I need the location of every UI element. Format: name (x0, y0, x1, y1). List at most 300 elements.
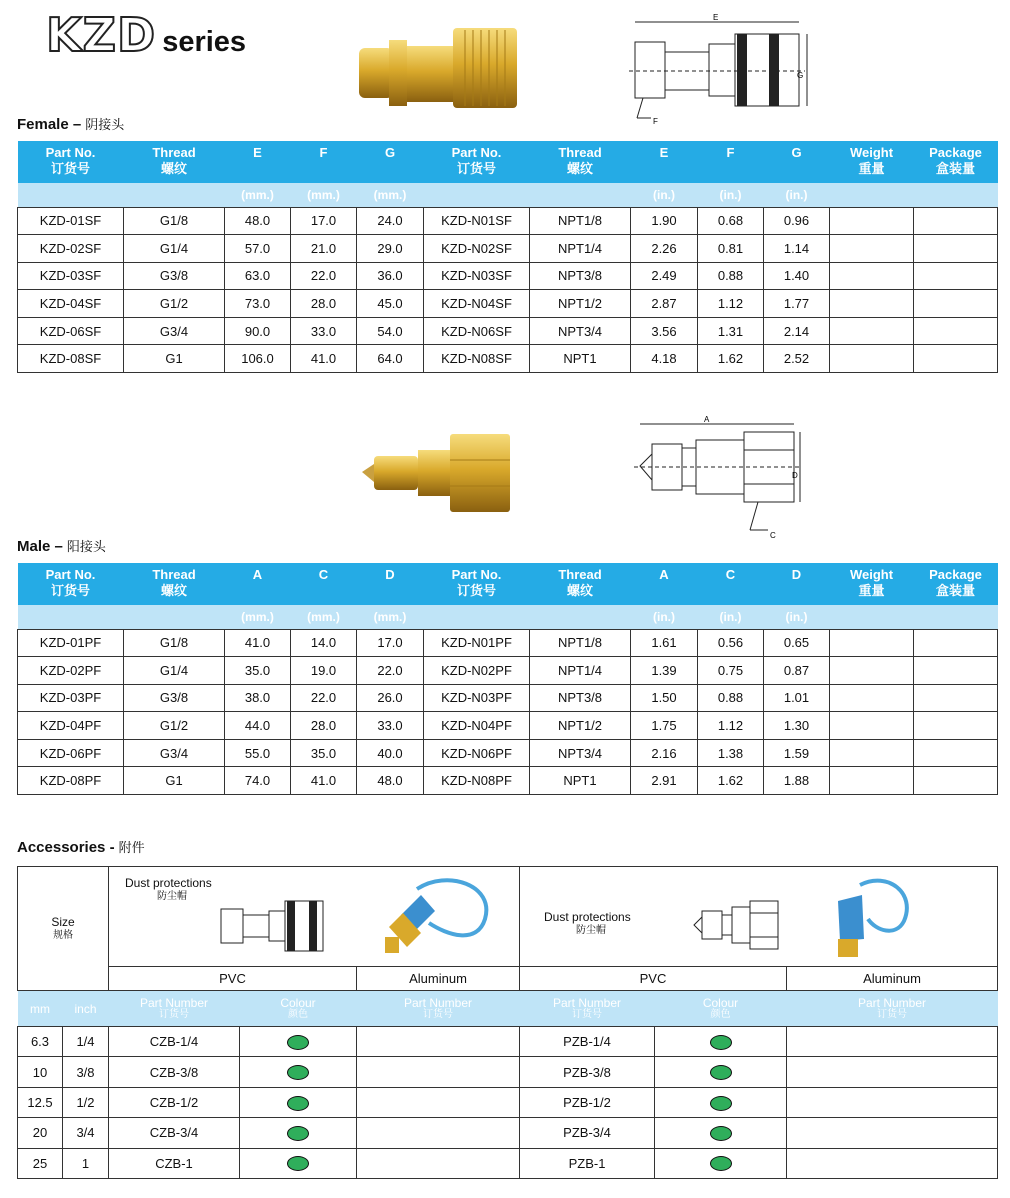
table-cell (357, 1087, 520, 1117)
table-cell: 3/4 (63, 1118, 109, 1148)
table-cell: 1.40 (764, 262, 830, 290)
table-cell: 17.0 (291, 207, 357, 235)
column-header: Part No. 订货号 (18, 141, 124, 183)
table-cell (357, 1148, 520, 1178)
material-pvc-left: PVC (109, 967, 357, 991)
accessories-table (17, 866, 998, 1179)
accessory-column-header: inch (63, 991, 109, 1027)
left-dust-cap-header: Dust protections 防尘帽 (109, 867, 520, 967)
table-cell: 22.0 (291, 262, 357, 290)
unit-label: (mm.) (357, 605, 424, 629)
table-cell: NPT1/2 (530, 290, 631, 318)
table-cell: KZD-04PF (18, 712, 124, 740)
table-cell: 0.65 (764, 629, 830, 657)
green-colour-swatch (287, 1096, 309, 1111)
green-colour-swatch (287, 1035, 309, 1050)
unit-label: (mm.) (225, 183, 291, 207)
colour-cell (240, 1148, 357, 1178)
accessories-section-title: Accessories - 附件 (17, 839, 145, 856)
table-row (18, 235, 998, 263)
table-cell: 41.0 (225, 629, 291, 657)
table-cell: KZD-06SF (18, 317, 124, 345)
material-pvc-right: PVC (520, 967, 787, 991)
table-cell (914, 290, 998, 318)
table-cell: 3/8 (63, 1057, 109, 1087)
green-colour-swatch (710, 1156, 732, 1171)
table-cell: 12.5 (18, 1087, 63, 1117)
table-cell: NPT1/4 (530, 235, 631, 263)
table-row (18, 1118, 998, 1148)
table-cell: NPT1/2 (530, 712, 631, 740)
table-cell: 17.0 (357, 629, 424, 657)
column-header: Thread 螺纹 (530, 563, 631, 605)
table-cell: KZD-08SF (18, 345, 124, 373)
table-cell: 10 (18, 1057, 63, 1087)
table-cell: PZB-3/8 (520, 1057, 655, 1087)
table-cell: 0.75 (698, 657, 764, 685)
table-cell (914, 207, 998, 235)
table-cell (787, 1148, 998, 1178)
table-cell: G1/4 (124, 657, 225, 685)
table-cell: 1/4 (63, 1027, 109, 1057)
label-f: F (653, 117, 658, 126)
table-cell: G3/8 (124, 262, 225, 290)
table-cell: 0.56 (698, 629, 764, 657)
table-cell (830, 262, 914, 290)
table-cell: CZB-3/4 (109, 1118, 240, 1148)
table-cell: KZD-N06PF (424, 739, 530, 767)
unit-label: (mm.) (291, 605, 357, 629)
female-section-title: Female – 阴接头 (17, 116, 125, 133)
colour-cell (240, 1118, 357, 1148)
table-cell: 38.0 (225, 684, 291, 712)
table-cell: 1.62 (698, 345, 764, 373)
unit-label (424, 605, 530, 629)
table-cell: 24.0 (357, 207, 424, 235)
table-cell: NPT3/8 (530, 684, 631, 712)
table-cell: 33.0 (291, 317, 357, 345)
table-cell: 1.50 (631, 684, 698, 712)
unit-label (914, 605, 998, 629)
table-cell: KZD-N08PF (424, 767, 530, 795)
column-header: D (764, 563, 830, 605)
column-header: Thread 螺纹 (124, 141, 225, 183)
green-colour-swatch (710, 1096, 732, 1111)
table-cell: 0.87 (764, 657, 830, 685)
table-cell (914, 235, 998, 263)
colour-cell (655, 1027, 787, 1057)
female-spec-table (17, 141, 998, 373)
column-header: C (291, 563, 357, 605)
table-cell (914, 684, 998, 712)
unit-label (18, 183, 124, 207)
table-cell: G1 (124, 345, 225, 373)
accessory-column-header: Part Number 订货号 (520, 991, 655, 1027)
table-row (18, 345, 998, 373)
table-cell: PZB-1 (520, 1148, 655, 1178)
table-cell: 48.0 (357, 767, 424, 795)
table-cell: KZD-N03PF (424, 684, 530, 712)
green-colour-swatch (287, 1126, 309, 1141)
table-cell: KZD-N06SF (424, 317, 530, 345)
table-cell: 3.56 (631, 317, 698, 345)
series-title (46, 8, 246, 62)
table-cell: KZD-04SF (18, 290, 124, 318)
dust-cap-photo-female (377, 875, 495, 959)
table-row (18, 290, 998, 318)
label-d: D (792, 471, 798, 480)
table-cell: 45.0 (357, 290, 424, 318)
table-cell: 28.0 (291, 712, 357, 740)
column-header: G (357, 141, 424, 183)
column-header: Thread 螺纹 (124, 563, 225, 605)
table-cell (830, 684, 914, 712)
table-cell: 74.0 (225, 767, 291, 795)
table-cell: 64.0 (357, 345, 424, 373)
table-cell (787, 1027, 998, 1057)
table-cell (830, 317, 914, 345)
column-header: E (225, 141, 291, 183)
table-cell: PZB-1/2 (520, 1087, 655, 1117)
right-dust-cap-header: Dust protections 防尘帽 (520, 867, 998, 967)
table-cell: KZD-N08SF (424, 345, 530, 373)
label-a: A (704, 415, 710, 424)
table-cell (830, 712, 914, 740)
column-header: G (764, 141, 830, 183)
table-cell: 90.0 (225, 317, 291, 345)
female-dimension-diagram (625, 14, 810, 126)
unit-label (530, 605, 631, 629)
table-cell: 20 (18, 1118, 63, 1148)
table-cell: 4.18 (631, 345, 698, 373)
table-cell: 29.0 (357, 235, 424, 263)
table-cell: 1.62 (698, 767, 764, 795)
table-cell: 40.0 (357, 739, 424, 767)
column-header: C (698, 563, 764, 605)
material-aluminum-right: Aluminum (787, 967, 998, 991)
table-cell: 2.49 (631, 262, 698, 290)
table-cell: 1.59 (764, 739, 830, 767)
table-cell: KZD-01SF (18, 207, 124, 235)
table-cell: 2.52 (764, 345, 830, 373)
table-cell: 54.0 (357, 317, 424, 345)
table-row (18, 1087, 998, 1117)
column-header: Part No. 订货号 (424, 563, 530, 605)
table-cell: 21.0 (291, 235, 357, 263)
table-cell (830, 657, 914, 685)
table-cell: 1.38 (698, 739, 764, 767)
table-cell: G1/4 (124, 235, 225, 263)
green-colour-swatch (710, 1035, 732, 1050)
table-cell (830, 290, 914, 318)
table-cell: KZD-01PF (18, 629, 124, 657)
table-cell: KZD-03SF (18, 262, 124, 290)
table-cell: 26.0 (357, 684, 424, 712)
table-cell: 1.39 (631, 657, 698, 685)
table-cell: G3/8 (124, 684, 225, 712)
table-cell: G1 (124, 767, 225, 795)
unit-label (124, 183, 225, 207)
colour-cell (655, 1118, 787, 1148)
colour-cell (240, 1087, 357, 1117)
green-colour-swatch (287, 1156, 309, 1171)
table-cell (914, 657, 998, 685)
table-cell: 1.30 (764, 712, 830, 740)
table-cell: PZB-3/4 (520, 1118, 655, 1148)
table-cell: KZD-N01SF (424, 207, 530, 235)
accessory-column-header: mm (18, 991, 63, 1027)
table-row (18, 207, 998, 235)
table-cell: 2.26 (631, 235, 698, 263)
table-cell: NPT1/8 (530, 629, 631, 657)
column-header: Package 盒装量 (914, 563, 998, 605)
table-cell (357, 1118, 520, 1148)
table-cell (914, 712, 998, 740)
table-cell: 1 (63, 1148, 109, 1178)
table-cell: KZD-N02PF (424, 657, 530, 685)
table-cell: KZD-N02SF (424, 235, 530, 263)
table-cell: 35.0 (291, 739, 357, 767)
table-cell: G1/2 (124, 290, 225, 318)
unit-label (424, 183, 530, 207)
table-cell: 1.31 (698, 317, 764, 345)
table-cell: 0.68 (698, 207, 764, 235)
column-header: Package 盒装量 (914, 141, 998, 183)
table-cell: CZB-1/4 (109, 1027, 240, 1057)
unit-label: (in.) (631, 183, 698, 207)
table-cell: 35.0 (225, 657, 291, 685)
table-cell: 22.0 (291, 684, 357, 712)
table-cell: 1.90 (631, 207, 698, 235)
table-cell: 33.0 (357, 712, 424, 740)
male-section-title: Male – 阳接头 (17, 538, 106, 555)
table-cell: 0.88 (698, 684, 764, 712)
brand-suffix: series (162, 26, 247, 58)
table-row (18, 317, 998, 345)
table-row (18, 1027, 998, 1057)
table-cell: NPT1/8 (530, 207, 631, 235)
unit-label: (in.) (698, 183, 764, 207)
table-cell: NPT1/4 (530, 657, 631, 685)
table-row (18, 629, 998, 657)
right-group-label: Dust protections (544, 910, 631, 924)
unit-label: (mm.) (225, 605, 291, 629)
table-cell (830, 739, 914, 767)
table-cell: G3/4 (124, 739, 225, 767)
table-cell: 22.0 (357, 657, 424, 685)
column-header: Weight 重量 (830, 563, 914, 605)
table-cell (787, 1057, 998, 1087)
material-aluminum-left: Aluminum (357, 967, 520, 991)
female-coupler-photo (355, 18, 525, 114)
column-header: Part No. 订货号 (18, 563, 124, 605)
table-cell: 28.0 (291, 290, 357, 318)
table-cell: 0.88 (698, 262, 764, 290)
table-cell (787, 1087, 998, 1117)
label-c: C (770, 531, 776, 540)
table-cell: 1.77 (764, 290, 830, 318)
unit-label (914, 183, 998, 207)
table-cell: NPT1 (530, 767, 631, 795)
table-cell: NPT3/4 (530, 739, 631, 767)
table-cell: 19.0 (291, 657, 357, 685)
table-cell: KZD-02SF (18, 235, 124, 263)
table-cell (914, 739, 998, 767)
colour-cell (240, 1027, 357, 1057)
table-cell: KZD-N04PF (424, 712, 530, 740)
table-cell: 1.12 (698, 712, 764, 740)
table-cell: KZD-N03SF (424, 262, 530, 290)
unit-label (830, 183, 914, 207)
table-cell: 73.0 (225, 290, 291, 318)
table-row (18, 767, 998, 795)
table-cell: 106.0 (225, 345, 291, 373)
table-cell: KZD-06PF (18, 739, 124, 767)
label-e: E (713, 14, 719, 22)
table-row (18, 1148, 998, 1178)
table-cell: 0.96 (764, 207, 830, 235)
table-cell: 25 (18, 1148, 63, 1178)
table-cell: 1.88 (764, 767, 830, 795)
table-cell: 44.0 (225, 712, 291, 740)
male-coupler-sketch (692, 893, 782, 957)
colour-cell (655, 1057, 787, 1087)
table-cell (914, 262, 998, 290)
accessory-column-header: Part Number 订货号 (109, 991, 240, 1027)
column-header: Weight 重量 (830, 141, 914, 183)
green-colour-swatch (710, 1126, 732, 1141)
table-cell: 41.0 (291, 767, 357, 795)
column-header: D (357, 563, 424, 605)
table-cell: 0.81 (698, 235, 764, 263)
table-cell: 1.61 (631, 629, 698, 657)
green-colour-swatch (710, 1065, 732, 1080)
table-cell: NPT3/4 (530, 317, 631, 345)
column-header: Thread 螺纹 (530, 141, 631, 183)
table-cell: 63.0 (225, 262, 291, 290)
table-cell: 57.0 (225, 235, 291, 263)
accessory-column-header: Colour 颜色 (240, 991, 357, 1027)
table-cell: G1/8 (124, 207, 225, 235)
table-cell: 36.0 (357, 262, 424, 290)
table-cell: 48.0 (225, 207, 291, 235)
label-g: G (797, 71, 804, 80)
colour-cell (240, 1057, 357, 1087)
table-row (18, 262, 998, 290)
table-cell: 1/2 (63, 1087, 109, 1117)
table-row (18, 657, 998, 685)
table-cell: 14.0 (291, 629, 357, 657)
table-cell: NPT3/8 (530, 262, 631, 290)
table-cell: G3/4 (124, 317, 225, 345)
table-cell (914, 317, 998, 345)
table-cell: 2.14 (764, 317, 830, 345)
table-cell: 2.87 (631, 290, 698, 318)
unit-label: (in.) (631, 605, 698, 629)
unit-label (530, 183, 631, 207)
male-coupler-photo (360, 430, 520, 515)
accessory-column-header: Part Number 订货号 (357, 991, 520, 1027)
table-cell: 1.12 (698, 290, 764, 318)
table-row (18, 1057, 998, 1087)
table-cell (830, 767, 914, 795)
column-header: A (631, 563, 698, 605)
unit-label: (mm.) (291, 183, 357, 207)
table-cell: 55.0 (225, 739, 291, 767)
colour-cell (655, 1148, 787, 1178)
accessory-column-header: Colour 颜色 (655, 991, 787, 1027)
table-cell: G1/2 (124, 712, 225, 740)
male-spec-table (17, 563, 998, 795)
male-dimension-diagram (628, 414, 808, 542)
table-cell: 1.01 (764, 684, 830, 712)
table-cell (830, 345, 914, 373)
table-cell (914, 629, 998, 657)
dust-cap-photo-male (816, 875, 916, 965)
unit-label: (mm.) (357, 183, 424, 207)
column-header: F (698, 141, 764, 183)
table-cell: 6.3 (18, 1027, 63, 1057)
table-cell: 1.14 (764, 235, 830, 263)
accessories-subheader (18, 991, 998, 1027)
column-header: F (291, 141, 357, 183)
unit-label: (in.) (698, 605, 764, 629)
table-cell (830, 207, 914, 235)
table-cell: NPT1 (530, 345, 631, 373)
table-cell: CZB-1 (109, 1148, 240, 1178)
column-header: E (631, 141, 698, 183)
table-cell: G1/8 (124, 629, 225, 657)
table-cell: 1.75 (631, 712, 698, 740)
female-coupler-sketch (217, 895, 327, 955)
table-row (18, 712, 998, 740)
table-cell: CZB-1/2 (109, 1087, 240, 1117)
table-cell: KZD-08PF (18, 767, 124, 795)
table-cell: PZB-1/4 (520, 1027, 655, 1057)
unit-label (124, 605, 225, 629)
table-cell: CZB-3/8 (109, 1057, 240, 1087)
table-cell: KZD-02PF (18, 657, 124, 685)
colour-cell (655, 1087, 787, 1117)
size-header: Size 规格 (18, 867, 109, 991)
column-header: A (225, 563, 291, 605)
table-cell (787, 1118, 998, 1148)
table-cell (830, 629, 914, 657)
green-colour-swatch (287, 1065, 309, 1080)
unit-label: (in.) (764, 183, 830, 207)
left-group-label: Dust protections (125, 876, 212, 890)
unit-label (18, 605, 124, 629)
table-cell: 41.0 (291, 345, 357, 373)
table-cell (357, 1057, 520, 1087)
table-cell (830, 235, 914, 263)
brand-name: KZD (46, 8, 157, 62)
column-header: Part No. 订货号 (424, 141, 530, 183)
accessory-column-header: Part Number 订货号 (787, 991, 998, 1027)
table-row (18, 684, 998, 712)
table-cell: KZD-N04SF (424, 290, 530, 318)
unit-label: (in.) (764, 605, 830, 629)
table-cell (914, 767, 998, 795)
table-cell: KZD-03PF (18, 684, 124, 712)
table-row (18, 739, 998, 767)
unit-label (830, 605, 914, 629)
table-cell: 2.91 (631, 767, 698, 795)
table-cell: 2.16 (631, 739, 698, 767)
table-cell: KZD-N01PF (424, 629, 530, 657)
table-cell (914, 345, 998, 373)
table-cell (357, 1027, 520, 1057)
